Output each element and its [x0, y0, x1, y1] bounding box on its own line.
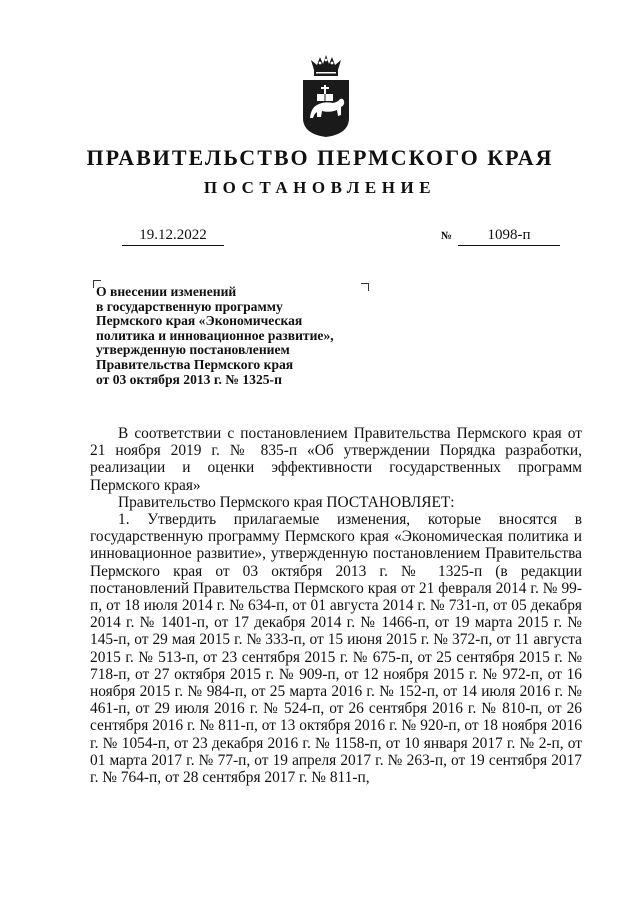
document-number: 1098-п: [458, 226, 560, 246]
subject-line: в государственную программу: [96, 298, 283, 314]
subject-line: Пермского края «Экономическая: [96, 313, 303, 329]
document-type: ПОСТАНОВЛЕНИЕ: [203, 178, 437, 197]
subject-line: политика и инновационное развитие»,: [96, 327, 334, 343]
clause-1-paragraph: 1. Утвердить прилагаемые изменения, которые вносятся в государственную программу Пермского края «Экономическая политика и инновационное развитие», утвержденную постановлением Правительства Пермского края от 03 октября 2013 г. № 1325-п (в редакции постановлений Правительства Пермского края от 21 февраля 2014 г. № 99-п, от 18 июля 2014 г. № 634-п, от 01 августа 2014 г. № 731-п, от 05 декабря 2014 г. № 1401-п, от 17 декабря 2014 г. № 1466-п, от 19 марта 2015 г. № 145-п, от 29 мая 2015 г. № 333-п, от 15 июня 2015 г. № 372-п, от 11 августа 2015 г. № 513-п, от 23 сентября 2015 г. № 675-п, от 25 сентября 2015 г. № 718-п, от 27 октября 2015 г. № 909-п, от 12 ноября 2015 г. № 972-п, от 16 ноября 2015 г. № 984-п, от 25 марта 2016 г. № 152-п, от 14 июля 2016 г. № 461-п, от 29 июля 2016 г. № 524-п, от 26 сентября 2016 г. № 810-п, от 26 сентября 2016 г. № 811-п, от 13 октября 2016 г. № 920-п, от 18 ноября 2016 г. № 1054-п, от 23 декабря 2016 г. № 1158-п, от 10 января 2017 г. № 2-п, от 01 марта 2017 г. № 77-п, от 19 апреля 2017 г. № 263-п, от 19 сентября 2017 г. № 764-п, от 28 сентября 2017 г. № 811-п,: [90, 511, 582, 787]
preamble-paragraph: В соответствии с постановлением Правительства Пермского края от 21 ноября 2019 г. № 835-п «Об утверждении Порядка разработки, реализации и оценки эффективности государственных программ Пермского края»: [90, 425, 582, 494]
document-date: 19.12.2022: [122, 226, 224, 246]
document-body: [90, 425, 582, 786]
coat-of-arms-icon: [300, 54, 352, 138]
number-sign: №: [441, 230, 453, 242]
subject-line: от 03 октября 2013 г. № 1325-п: [96, 371, 282, 387]
subject-line: Правительства Пермского края: [96, 356, 294, 372]
subject-line: утвержденную постановлением: [96, 342, 290, 358]
resolution-paragraph: Правительство Пермского края ПОСТАНОВЛЯЕТ:: [118, 493, 455, 511]
government-title: ПРАВИТЕЛЬСТВО ПЕРМСКОГО КРАЯ: [86, 145, 554, 170]
subject-line: О внесении изменений: [96, 284, 237, 299]
document-subject: [96, 285, 386, 387]
